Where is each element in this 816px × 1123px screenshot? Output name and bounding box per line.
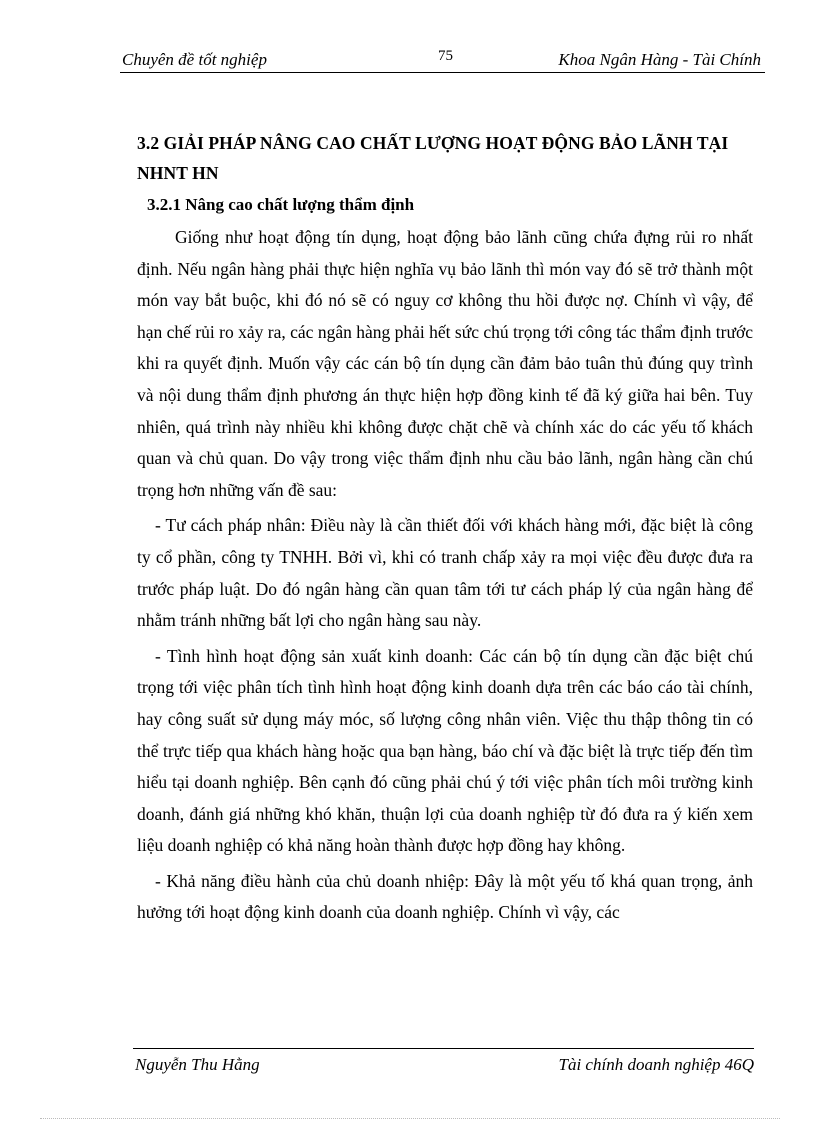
footer-author: Nguyễn Thu Hằng: [135, 1055, 260, 1074]
header-right-text: Khoa Ngân Hàng - Tài Chính: [558, 50, 761, 69]
footer-class: Tài chính doanh nghiệp 46Q: [558, 1055, 754, 1074]
section-title: 3.2 GIẢI PHÁP NÂNG CAO CHẤT LƯỢNG HOẠT ĐỘNG BẢO LÃNH TẠI NHNT HN: [137, 133, 729, 183]
page-number: 75: [438, 48, 453, 64]
subsection-title: 3.2.1 Nâng cao chất lượng thẩm định: [147, 195, 415, 214]
page-bottom-divider: [40, 1118, 780, 1119]
paragraph-management-ability: - Khả năng điều hành của chủ doanh nhiệp: Đây là một yếu tố khá quan trọng, ảnh hưởng tới hoạt động kinh doanh của doanh nghiệp. Chính vì vậy, các: [137, 870, 753, 923]
paragraph-intro: Giống như hoạt động tín dụng, hoạt động bảo lãnh cũng chứa đựng rủi ro nhất định. Nếu ngân hàng phải thực hiện nghĩa vụ bảo lãnh thì món vay đó sẽ trở thành một món vay bắt buộc, khi đó nó sẽ có nguy cơ không thu hồi được nợ. Chính vì vậy, để hạn chế rủi ro xảy ra, các ngân hàng phải hết sức chú trọng tới công tác thẩm định trước khi ra quyết định. Muốn vậy các cán bộ tín dụng cần đảm bảo tuân thủ đúng quy trình và nội dung thẩm định phương án thực hiện hợp đồng kinh tế đã ký giữa hai bên. Tuy nhiên, quá trình này nhiều khi không được chặt chẽ và chính xác do các yếu tố khách quan và chủ quan. Do vậy trong việc thẩm định nhu cầu bảo lãnh, ngân hàng cần chú trọng hơn những vấn đề sau:: [137, 227, 753, 500]
paragraph-business-activity: - Tình hình hoạt động sản xuất kinh doanh: Các cán bộ tín dụng cần đặc biệt chú trọng tới việc phân tích tình hình hoạt động kinh doanh dựa trên các báo cáo tài chính, hay công suất sử dụng máy móc, số lượng công nhân viên. Việc thu thập thông tin có thể trực tiếp qua khách hàng hoặc qua bạn hàng, báo chí và đặc biệt là trực tiếp đến tìm hiểu tại doanh nghiệp. Bên cạnh đó cũng phải chú ý tới việc phân tích môi trường kinh doanh, đánh giá những khó khăn, thuận lợi của doanh nghiệp từ đó đưa ra ý kiến xem liệu doanh nghiệp có khả năng hoàn thành được hợp đồng hay không.: [137, 645, 753, 856]
page-content: [137, 128, 753, 929]
paragraph-legal-status: - Tư cách pháp nhân: Điều này là cần thiết đối với khách hàng mới, đặc biệt là công ty cổ phần, công ty TNHH. Bởi vì, khi có tranh chấp xảy ra mọi việc đều được đưa ra trước pháp luật. Do đó ngân hàng cần quan tâm tới tư cách pháp lý của ngân hàng để nhằm tránh những bất lợi cho ngân hàng sau này.: [137, 515, 753, 631]
header-left-text: Chuyên đề tốt nghiệp: [122, 50, 267, 69]
page-header: [120, 48, 765, 73]
page-footer: [133, 1048, 754, 1079]
